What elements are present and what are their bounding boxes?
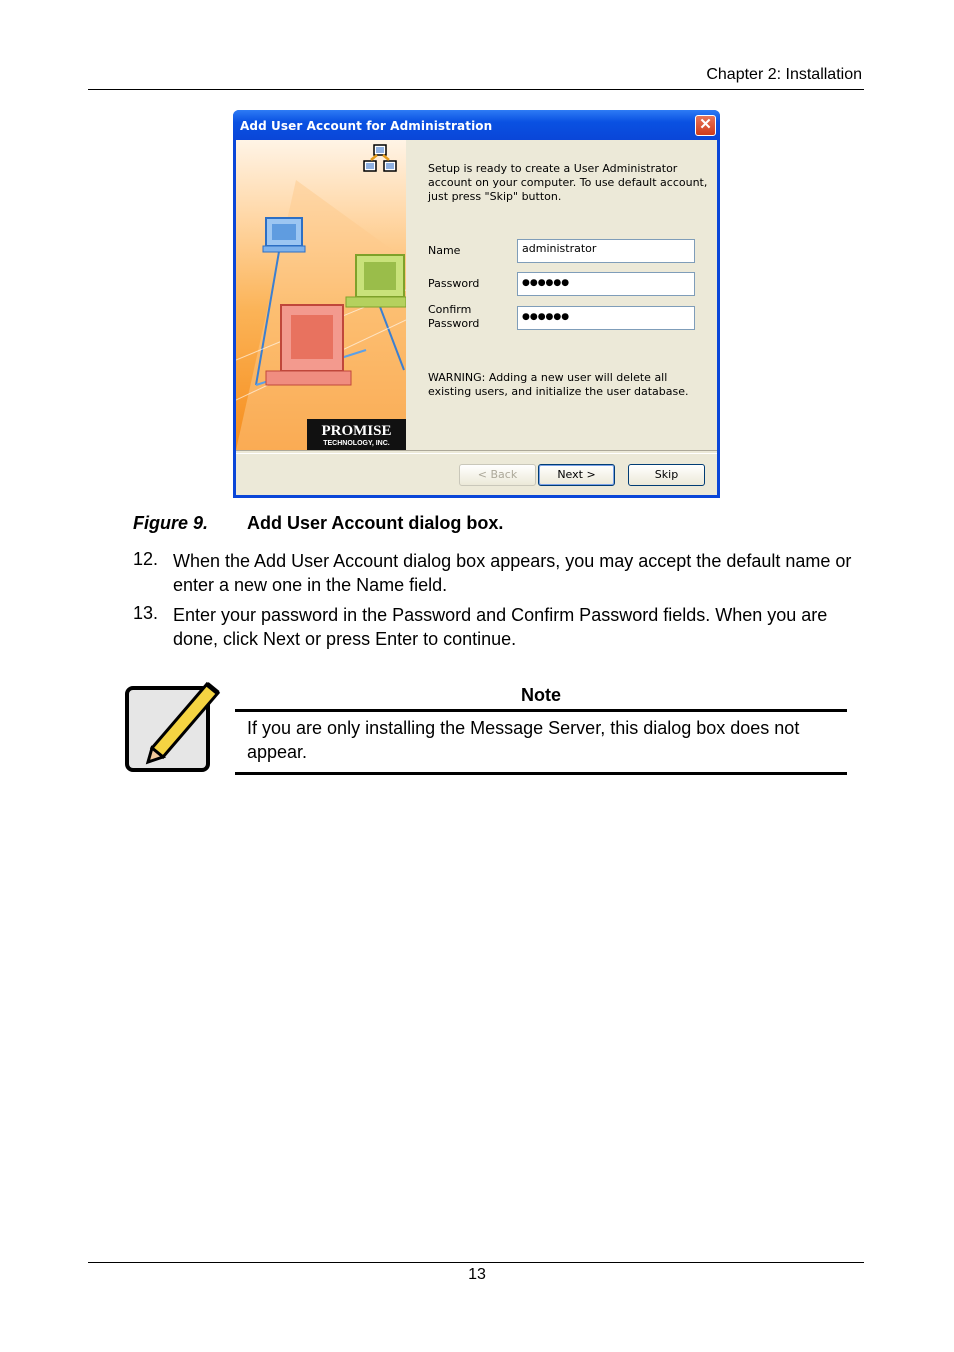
skip-button[interactable]: Skip: [628, 464, 705, 486]
promise-banner: [236, 140, 406, 450]
dialog-title: Add User Account for Administration: [240, 119, 493, 133]
blue-computer-icon: [263, 218, 305, 252]
step-number: 12.: [133, 549, 159, 569]
warning-text: WARNING: Adding a new user will delete all existing users, and initialize the user database.: [428, 371, 689, 398]
page-number: 13: [468, 1266, 486, 1283]
intro-text: Setup is ready to create a User Administrator account on your computer. To use default account, just press "Skip" button.: [428, 162, 708, 203]
footer-rule: [88, 1262, 864, 1263]
note-top-rule: [235, 709, 847, 712]
figure-caption-text: Add User Account dialog box.: [247, 513, 504, 533]
network-illustration: [236, 140, 406, 450]
note-bottom-rule: [235, 772, 847, 775]
next-button[interactable]: Next >: [538, 464, 615, 486]
pencil-note-icon: [122, 676, 222, 776]
figure-number: Figure 9.: [133, 513, 209, 533]
note-title: Note: [521, 685, 561, 705]
password-field[interactable]: ●●●●●●: [517, 272, 695, 296]
button-separator: [236, 450, 717, 454]
note-text: If you are only installing the Message Server, this dialog box does not appear.: [247, 718, 800, 762]
network-computers-icon: [363, 144, 397, 176]
green-computer-icon: [346, 255, 406, 307]
header-rule: [88, 89, 864, 90]
name-label: Name: [428, 244, 461, 257]
promise-logo: PROMISE TECHNOLOGY, INC.: [307, 419, 406, 450]
confirm-password-field[interactable]: ●●●●●●: [517, 306, 695, 330]
step-number: 13.: [133, 603, 159, 623]
dialog-body: [236, 140, 717, 495]
add-user-dialog: [233, 110, 720, 498]
name-field[interactable]: administrator: [517, 239, 695, 263]
confirm-password-label: Confirm Password: [428, 303, 480, 330]
password-label: Password: [428, 277, 480, 290]
step-text: When the Add User Account dialog box appears, you may accept the default name or enter a new one in the Name field.: [173, 551, 852, 595]
step-text: Enter your password in the Password and Confirm Password fields. When you are done, click Next or press Enter to continue.: [173, 605, 828, 649]
chapter-title: Chapter 2: Installation: [706, 66, 862, 83]
figure-caption: [133, 513, 504, 534]
back-button[interactable]: < Back: [459, 464, 536, 486]
close-button[interactable]: ✕: [695, 115, 716, 136]
dialog-titlebar: [233, 110, 720, 140]
